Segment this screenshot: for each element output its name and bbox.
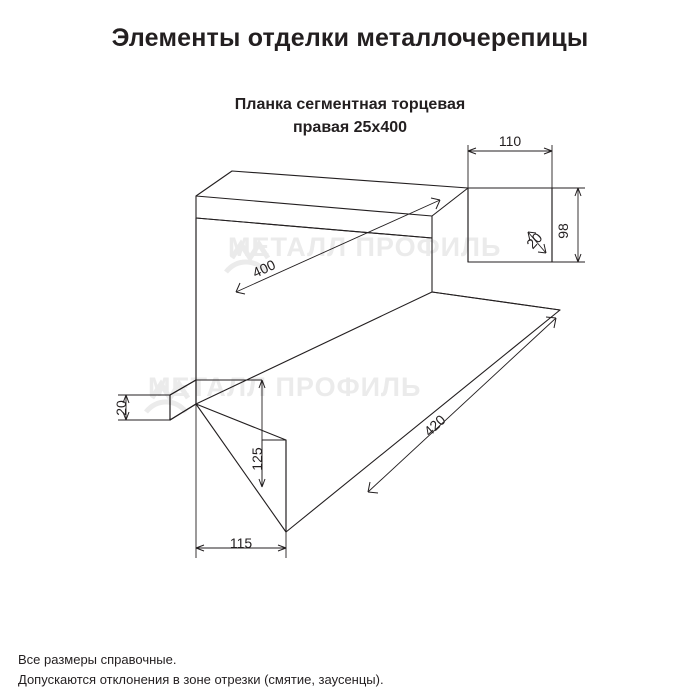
footnote <box>18 650 384 690</box>
footnote-line-1: Все размеры справочные. <box>18 652 177 667</box>
subtitle-line-2: правая 25х400 <box>292 119 408 136</box>
dimension-label-115: 115 <box>229 535 253 551</box>
dimension-label-98: 98 <box>555 223 571 239</box>
watermark-text-bottom: МЕТАЛЛ ПРОФИЛЬ <box>148 372 422 402</box>
footnote-line-2: Допускаются отклонения в зоне отрезки (смятие, заусенцы). <box>18 672 384 687</box>
dimension-lines <box>118 145 585 558</box>
page-title: Элементы отделки металлочерепицы <box>111 24 589 52</box>
subtitle-line-1: Планка сегментная торцевая <box>234 96 466 113</box>
dimension-label-400: 400 <box>249 256 278 281</box>
dimension-label-420: 420 <box>420 411 449 440</box>
dimension-label-20-top: 20 <box>523 229 546 252</box>
dimension-label-110: 110 <box>498 133 522 149</box>
watermark-text-top: МЕТАЛЛ ПРОФИЛЬ <box>228 232 502 262</box>
part-outline <box>170 171 560 532</box>
dimension-label-125: 125 <box>249 447 265 471</box>
dimension-label-20-left: 20 <box>113 400 129 416</box>
